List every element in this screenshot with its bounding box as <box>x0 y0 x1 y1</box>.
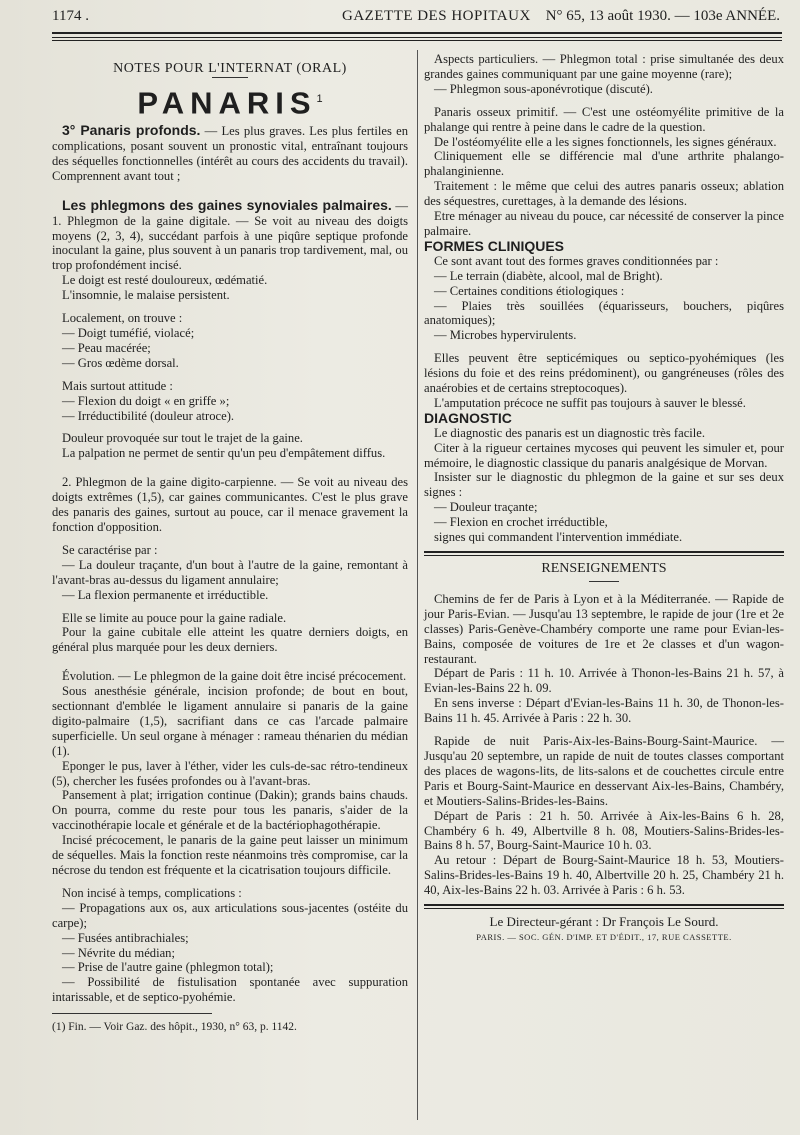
section-title: NOTES POUR L'INTERNAT (ORAL) <box>113 61 347 76</box>
header-rule <box>52 32 782 34</box>
journal-title: GAZETTE DES HOPITAUX <box>342 8 531 24</box>
paragraph: Évolution. — Le phlegmon de la gaine doit être incisé précocement. <box>62 669 407 684</box>
subsection-heading: Les phlegmons des gaines synoviales palmaires. <box>62 196 392 213</box>
paragraph: Mais surtout attitude : <box>62 378 173 393</box>
paragraph: Traitement : le même que celui des autres panaris osseux; ablation des séquestres, curettages, à la demande des lésions. <box>424 179 784 209</box>
heading-formes-cliniques: FORMES CLINIQUES <box>424 237 565 254</box>
list-item: — Flexion en crochet irréductible, <box>434 515 608 530</box>
paragraph: De l'ostéomyélite elle a les signes fonctionnels, les signes généraux. <box>434 134 777 149</box>
heading-renseignements: RENSEIGNEMENTS <box>541 561 667 576</box>
list-item: — Prise de l'autre gaine (phlegmon total); <box>62 960 274 975</box>
paragraph: Etre ménager au niveau du pouce, car nécessité de conserver la pince palmaire. <box>424 209 784 238</box>
heading-rule <box>589 581 619 582</box>
list-item: — Irréductibilité (douleur atroce). <box>62 408 235 423</box>
paragraph: La palpation ne permet de sentir qu'un peu d'empâtement diffus. <box>62 446 386 461</box>
list-item: — Fusées antibrachiales; <box>62 930 189 945</box>
paragraph: Insister sur le diagnostic du phlegmon de la gaine et sur ses deux signes : <box>424 470 784 500</box>
list-item: — Peau macérée; <box>62 340 151 355</box>
list-item: — Le terrain (diabète, alcool, mal de Bright). <box>434 268 663 283</box>
paragraph: — Phlegmon sous-aponévrotique (discuté). <box>434 81 653 96</box>
paragraph: — Les plus graves. Les plus fertiles en complications, posant souvent un pronostic vital, entraînant toujours des séquelles fonctionnelles (intérêt au cours des accidents du travail). Comprennent avant tout ; <box>52 124 408 183</box>
paragraph: Rapide de nuit Paris-Aix-les-Bains-Bourg-Saint-Maurice. — Jusqu'au 20 septembre, un rapide de nuit de toutes classes comportant des places de wagons-lits, de lits-salons et de couchettes circule entre Paris et Bourg-Saint-Maurice en desservant Aix-les-Bains, Chambéry, et Moutiers-Salins-Brides-les-Bains. <box>424 734 784 808</box>
paragraph: Pansement à plat; irrigation continue (Dakin); grands bains chauds. On pourra, comme du reste pour tous les panaris, s'aider de la vaccinothérapie locale et générale et de la bactériophagothérapie. <box>52 788 408 833</box>
paragraph: Départ de Paris : 21 h. 50. Arrivée à Aix-les-Bains 6 h. 28, Chambéry 6 h. 49, Albertville 8 h. 08, Moutiers-Salins-Brides-les-Bains 8 h. 57, Bourg-Saint-Maurice 10 h. 03. <box>424 808 784 853</box>
list-item: — La douleur traçante, d'un bout à l'autre de la gaine, remontant à l'avant-bras au-dessus du ligament annulaire; <box>52 557 408 587</box>
paragraph: Elles peuvent être septicémiques ou septico-pyohémiques (les lésions du foie et des reins prédominent), ou gangréneuses (rôles des anaérobies et de certains streptocoques). <box>424 351 784 396</box>
list-item: — La flexion permanente et irréductible. <box>62 587 269 602</box>
paragraph: Localement, on trouve : <box>62 311 183 326</box>
left-column <box>52 62 408 1035</box>
issue-info: N° 65, 13 août 1930. — 103e ANNÉE. <box>545 8 780 24</box>
paragraph: Non incisé à temps, complications : <box>62 885 242 900</box>
paragraph: Cliniquement elle se différencie mal d'une arthrite phalango-phalanginienne. <box>424 149 784 179</box>
footnote-rule <box>52 1013 212 1014</box>
list-item: — Possibilité de fistulisation spontanée avec suppuration intarissable, et de septico-pyohémie. <box>52 975 408 1005</box>
footnote: (1) Fin. — Voir Gaz. des hôpit., 1930, n° 63, p. 1142. <box>52 1021 297 1034</box>
paragraph: Eponger le pus, laver à l'éther, vider les culs-de-sac rétro-tendineux (5), chercher les fusées profondes ou à l'avant-bras. <box>52 758 408 788</box>
paragraph: signes qui commandent l'intervention immédiate. <box>434 530 683 545</box>
paragraph: Le diagnostic des panaris est un diagnostic très facile. <box>434 425 706 440</box>
list-item: — Microbes hypervirulents. <box>434 328 577 343</box>
paragraph: Douleur provoquée sur tout le trajet de la gaine. <box>62 431 303 446</box>
page-number: 1174 . <box>52 8 89 24</box>
header-rule-thin-2 <box>52 40 782 41</box>
paragraph: L'amputation précoce ne suffit pas toujours à sauver le blessé. <box>434 395 746 410</box>
paragraph: Départ de Paris : 11 h. 10. Arrivée à Thonon-les-Bains 21 h. 57, à Evian-les-Bains 22 h. 09. <box>424 666 784 696</box>
paragraph: Se caractérise par : <box>62 542 158 557</box>
paragraph: Citer à la rigueur certaines mycoses qui peuvent les simuler et, pour mémoire, le diagnostic classique du panaris analgésique de Morvan. <box>424 440 784 470</box>
column-divider <box>417 50 418 1120</box>
printer-imprint: PARIS. — SOC. GÉN. D'IMP. ET D'ÉDIT., 17, RUE CASSETTE. <box>476 931 732 942</box>
page-header <box>52 8 780 44</box>
list-item: — Certaines conditions étiologiques : <box>434 283 625 298</box>
paragraph: 2. Phlegmon de la gaine digito-carpienne. — Se voit au niveau des doigts extrêmes (1,5), car gaines communicantes. C'est le plus grave des panaris des gaines, surtout au pouce, car il menace gravement la fonction d'opposition. <box>52 475 408 534</box>
title-footnote-mark: 1 <box>316 92 323 105</box>
section-rule <box>424 551 784 556</box>
paragraph: Chemins de fer de Paris à Lyon et à la Méditerranée. — Rapide de jour Paris-Evian. — Jusqu'au 13 septembre, le rapide de jour (1re et 2e classes) Paris-Genève-Chambéry comporte une rame pour Evian-les-Bains, composée de voitures de 1re et 2e classes et d'un wagon-restaurant. <box>424 591 784 666</box>
footer-rule <box>424 904 784 909</box>
paragraph: Sous anesthésie générale, incision profonde; de bout en bout, sectionnant d'emblée le ligament annulaire si panaris de la gaine digito-palmaire (1,5), sacrifiant dans ce cas l'arcade palmaire superficielle. Un seul organe à ménager : rameau thénarien du médian (1). <box>52 684 408 758</box>
list-item: — Névrite du médian; <box>62 945 175 960</box>
paragraph: L'insomnie, le malaise persistent. <box>62 288 230 303</box>
list-item: — Doigt tuméfié, violacé; <box>62 326 195 341</box>
paragraph: Incisé précocement, le panaris de la gaine peut laisser un minimum de séquelles. Mais la fonction reste néanmoins très compromise, car la nécrose du tendon est fréquente et la cicatrisation toujours difficile. <box>52 833 408 878</box>
list-item: — Propagations aux os, aux articulations sous-jacentes (ostéite du carpe); <box>52 900 408 930</box>
paragraph: Ce sont avant tout des formes graves conditionnées par : <box>434 253 719 268</box>
article-title: PANARIS$^1$ <box>137 85 323 121</box>
subsection-heading: 3° Panaris profonds. <box>62 122 201 139</box>
list-item: — Douleur traçante; <box>434 500 538 515</box>
paragraph: Aspects particuliers. — Phlegmon total : prise simultanée des deux grandes gaines communiquant par une gaine moyenne (rare); <box>424 52 784 81</box>
paragraph: Au retour : Départ de Bourg-Saint-Maurice 18 h. 53, Moutiers-Salins-Brides-les-Bains 19 h. 40, Albertville 20 h. 25, Chambéry 21 h. 40, Aix-les-Bains 22 h. 03. Arrivée à Paris : 6 h. 53. <box>424 853 784 898</box>
list-item: — Plaies très souillées (équarisseurs, bouchers, piqûres anatomiques); <box>424 298 784 328</box>
list-item: — Flexion du doigt « en griffe »; <box>62 393 230 408</box>
header-rule-thin <box>52 37 782 38</box>
paragraph: En sens inverse : Départ d'Evian-les-Bains 11 h. 30, de Thonon-les-Bains 11 h. 45. Arrivée à Paris : 22 h. 30. <box>424 696 784 726</box>
list-item: — Gros œdème dorsal. <box>62 355 179 370</box>
heading-diagnostic: DIAGNOSTIC <box>424 409 512 426</box>
paragraph: Panaris osseux primitif. — C'est une ostéomyélite primitive de la phalange qui rentre à peine dans le cadre de la question. <box>424 104 784 134</box>
title-rule <box>212 77 248 78</box>
paragraph: Le doigt est resté douloureux, œdématié. <box>62 273 268 288</box>
paragraph: — 1. Phlegmon de la gaine digitale. — Se voit au niveau des doigts moyens (2, 3, 4), succédant parfois à une piqûre septique profonde inoculant la gaine, plus souvent à un panaris trop tardivement, mal, ou trop profondément incisé. <box>52 198 408 273</box>
paragraph: Elle se limite au pouce pour la gaine radiale. <box>62 610 287 625</box>
paragraph: Pour la gaine cubitale elle atteint les quatre derniers doigts, en général plus marquée pour les deux derniers. <box>52 625 408 655</box>
right-column <box>424 52 784 945</box>
publisher-signature: Le Directeur-gérant : Dr François Le Sourd. <box>489 914 719 930</box>
